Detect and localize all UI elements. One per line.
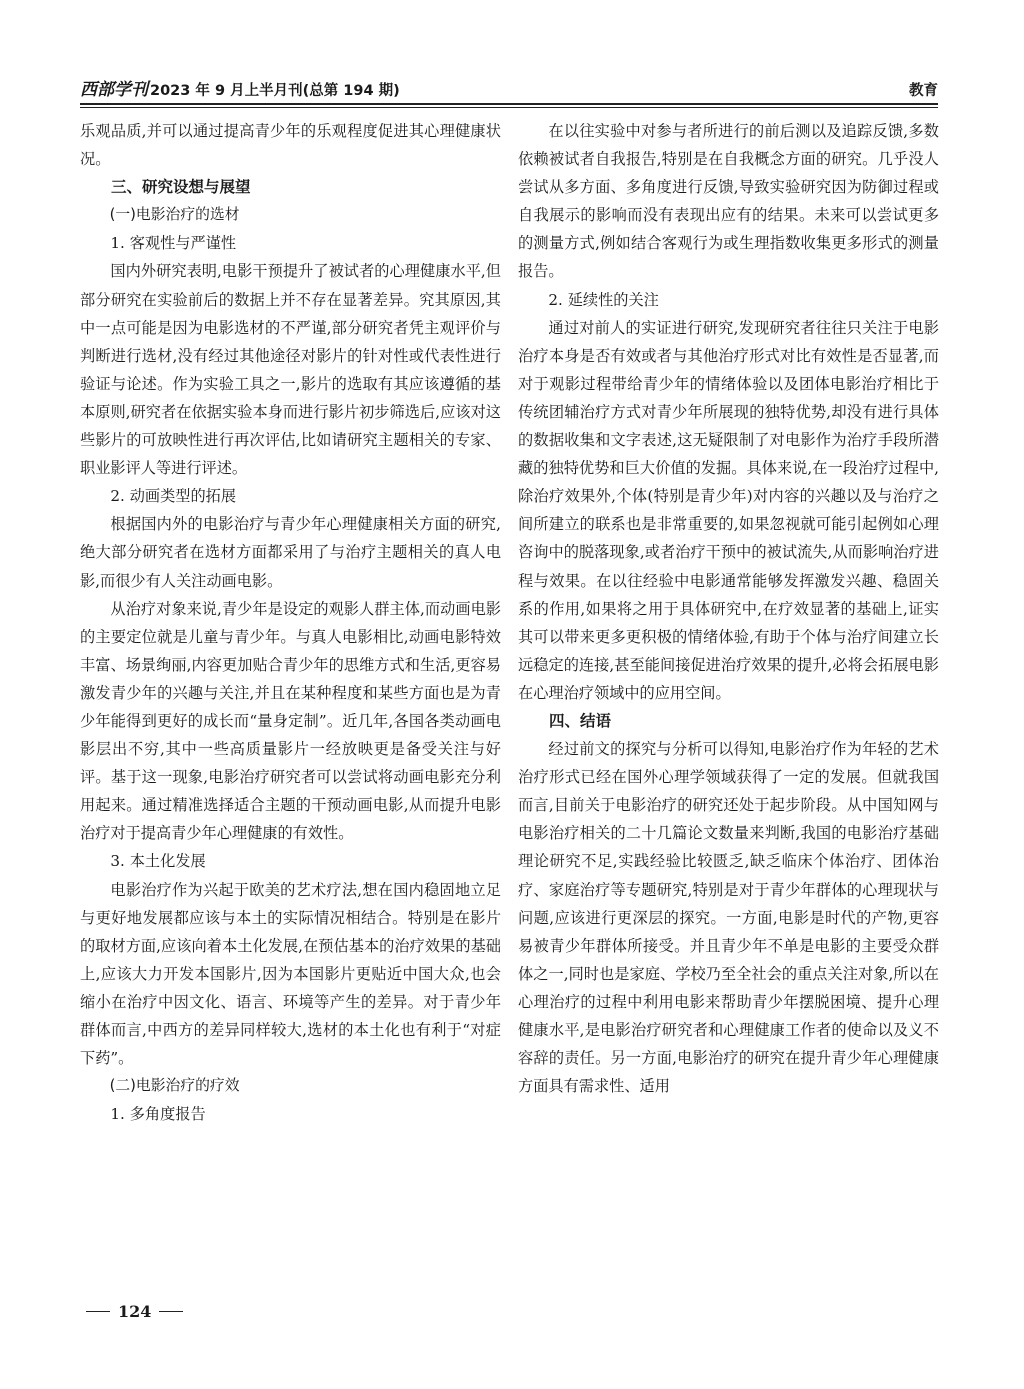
paragraph: 国内外研究表明,电影干预提升了被试者的心理健康水平,但部分研究在实验前后的数据上并不存在显著差异。究其原因,其中一点可能是因为电影选材的不严谨,部分研究者凭主观评价与判断进行选材,没有经过其他途径对影片的针对性或代表性进行验证与论述。作为实验工具之一,影片的选取有其应该遵循的基本原则,研究者在依据实验本身而进行影片初步筛选后,应该对这些影片的可放映性进行再次评估,比如请研究主题相关的专家、职业影评人等进行评述。 bbox=[80, 262, 501, 478]
header-left bbox=[80, 75, 400, 100]
section-heading: 三、研究设想与展望 bbox=[111, 178, 251, 197]
paragraph: 经过前文的探究与分析可以得知,电影治疗作为年轻的艺术治疗形式已经在国外心理学领域获得了一定的发展。但就我国而言,目前关于电影治疗的研究还处于起步阶段。从中国知网与电影治疗相关的二十几篇论文数量来判断,我国的电影治疗基础理论研究不足,实践经验比较匮乏,缺乏临床个体治疗、团体治疗、家庭治疗等专题研究,特别是对于青少年群体的心理现状与问题,应该进行更深层的探究。一方面,电影是时代的产物,更容易被青少年群体所接受。并且青少年不单是电影的主要受众群体之一,同时也是家庭、学校乃至全社会的重点关注对象,所以在心理治疗的过程中利用电影来帮助青少年摆脱困境、提升心理健康水平,是电影治疗研究者和心理健康工作者的使命以及义不容辞的责任。另一方面,电影治疗的研究在提升青少年心理健康方面具有需求性、适用 bbox=[518, 740, 939, 1096]
right-column bbox=[518, 117, 939, 1100]
paragraph: 在以往实验中对参与者所进行的前后测以及追踪反馈,多数依赖被试者自我报告,特别是在自我概念方面的研究。几乎没人尝试从多方面、多角度进行反馈,导致实验研究因为防御过程或自我展示的影响而没有表现出应有的结果。未来可以尝试更多的测量方式,例如结合客观行为或生理指数收集更多形式的测量报告。 bbox=[518, 122, 939, 281]
subsection-heading: (二)电影治疗的疗效 bbox=[109, 1077, 240, 1095]
subsection-heading: (一)电影治疗的选材 bbox=[109, 206, 240, 224]
paragraph: 电影治疗作为兴起于欧美的艺术疗法,想在国内稳固地立足与更好地发展都应该与本土的实际情况相结合。特别是在影片的取材方面,应该向着本土化发展,在预估基本的治疗效果的基础上,应该大力开发本国影片,因为本国影片更贴近中国大众,也会缩小在治疗中因文化、语言、环境等产生的差异。对于青少年群体而言,中西方的差异同样较大,选材的本土化也有利于“对症下药”。 bbox=[80, 880, 501, 1068]
running-header bbox=[80, 78, 938, 100]
header-rule-thin bbox=[80, 107, 938, 108]
header-rule-thick bbox=[80, 103, 938, 105]
numbered-heading: 1. 客观性与严谨性 bbox=[110, 234, 237, 253]
numbered-heading: 2. 延续性的关注 bbox=[548, 290, 659, 309]
section-label: 教育 bbox=[909, 83, 938, 99]
numbered-heading: 3. 本土化发展 bbox=[110, 852, 206, 871]
footer-dash-left bbox=[86, 1311, 110, 1312]
numbered-heading: 1. 多角度报告 bbox=[110, 1105, 206, 1124]
paragraph: 根据国内外的电影治疗与青少年心理健康相关方面的研究,绝大部分研究者在选材方面都采用了与治疗主题相关的真人电影,而很少有人关注动画电影。 bbox=[80, 515, 501, 590]
paragraph: 乐观品质,并可以通过提高青少年的乐观程度促进其心理健康状况。 bbox=[80, 122, 501, 169]
page-number: 124 bbox=[118, 1302, 152, 1321]
left-column bbox=[80, 117, 501, 1128]
issue-info: 2023 年 9 月上半月刊(总第 194 期) bbox=[150, 83, 400, 99]
section-heading: 四、结语 bbox=[549, 711, 612, 730]
page-footer bbox=[86, 1302, 183, 1321]
paragraph: 从治疗对象来说,青少年是设定的观影人群主体,而动画电影的主要定位就是儿童与青少年。与真人电影相比,动画电影特效丰富、场景绚丽,内容更加贴合青少年的思维方式和生活,更容易激发青少年的兴趣与关注,并且在某种程度和某些方面也是为青少年能得到更好的成长而“量身定制”。近几年,各国各类动画电影层出不穷,其中一些高质量影片一经放映更是备受关注与好评。基于这一现象,电影治疗研究者可以尝试将动画电影充分利用起来。通过精准选择适合主题的干预动画电影,从而提升电影治疗对于提高青少年心理健康的有效性。 bbox=[80, 599, 501, 843]
journal-name: 西部学刊 bbox=[80, 80, 148, 100]
footer-dash-right bbox=[159, 1311, 183, 1312]
paragraph: 通过对前人的实证进行研究,发现研究者往往只关注于电影治疗本身是否有效或者与其他治疗形式对比有效性是否显著,而对于观影过程带给青少年的情绪体验以及团体电影治疗相比于传统团辅治疗方式对青少年所展现的独特优势,却没有进行具体的数据收集和文字表述,这无疑限制了对电影作为治疗手段所潜藏的独特优势和巨大价值的发掘。具体来说,在一段治疗过程中,除治疗效果外,个体(特别是青少年)对内容的兴趣以及与治疗之间所建立的联系也是非常重要的,如果忽视就可能引起例如心理咨询中的脱落现象,或者治疗干预中的被试流失,从而影响治疗进程与效果。在以往经验中电影通常能够发挥激发兴趣、稳固关系的作用,如果将之用于具体研究中,在疗效显著的基础上,证实其可以带来更多更积极的情绪体验,有助于个体与治疗间建立长远稳定的连接,甚至能间接促进治疗效果的提升,必将会拓展电影在心理治疗领域中的应用空间。 bbox=[518, 318, 939, 702]
numbered-heading: 2. 动画类型的拓展 bbox=[110, 487, 237, 506]
